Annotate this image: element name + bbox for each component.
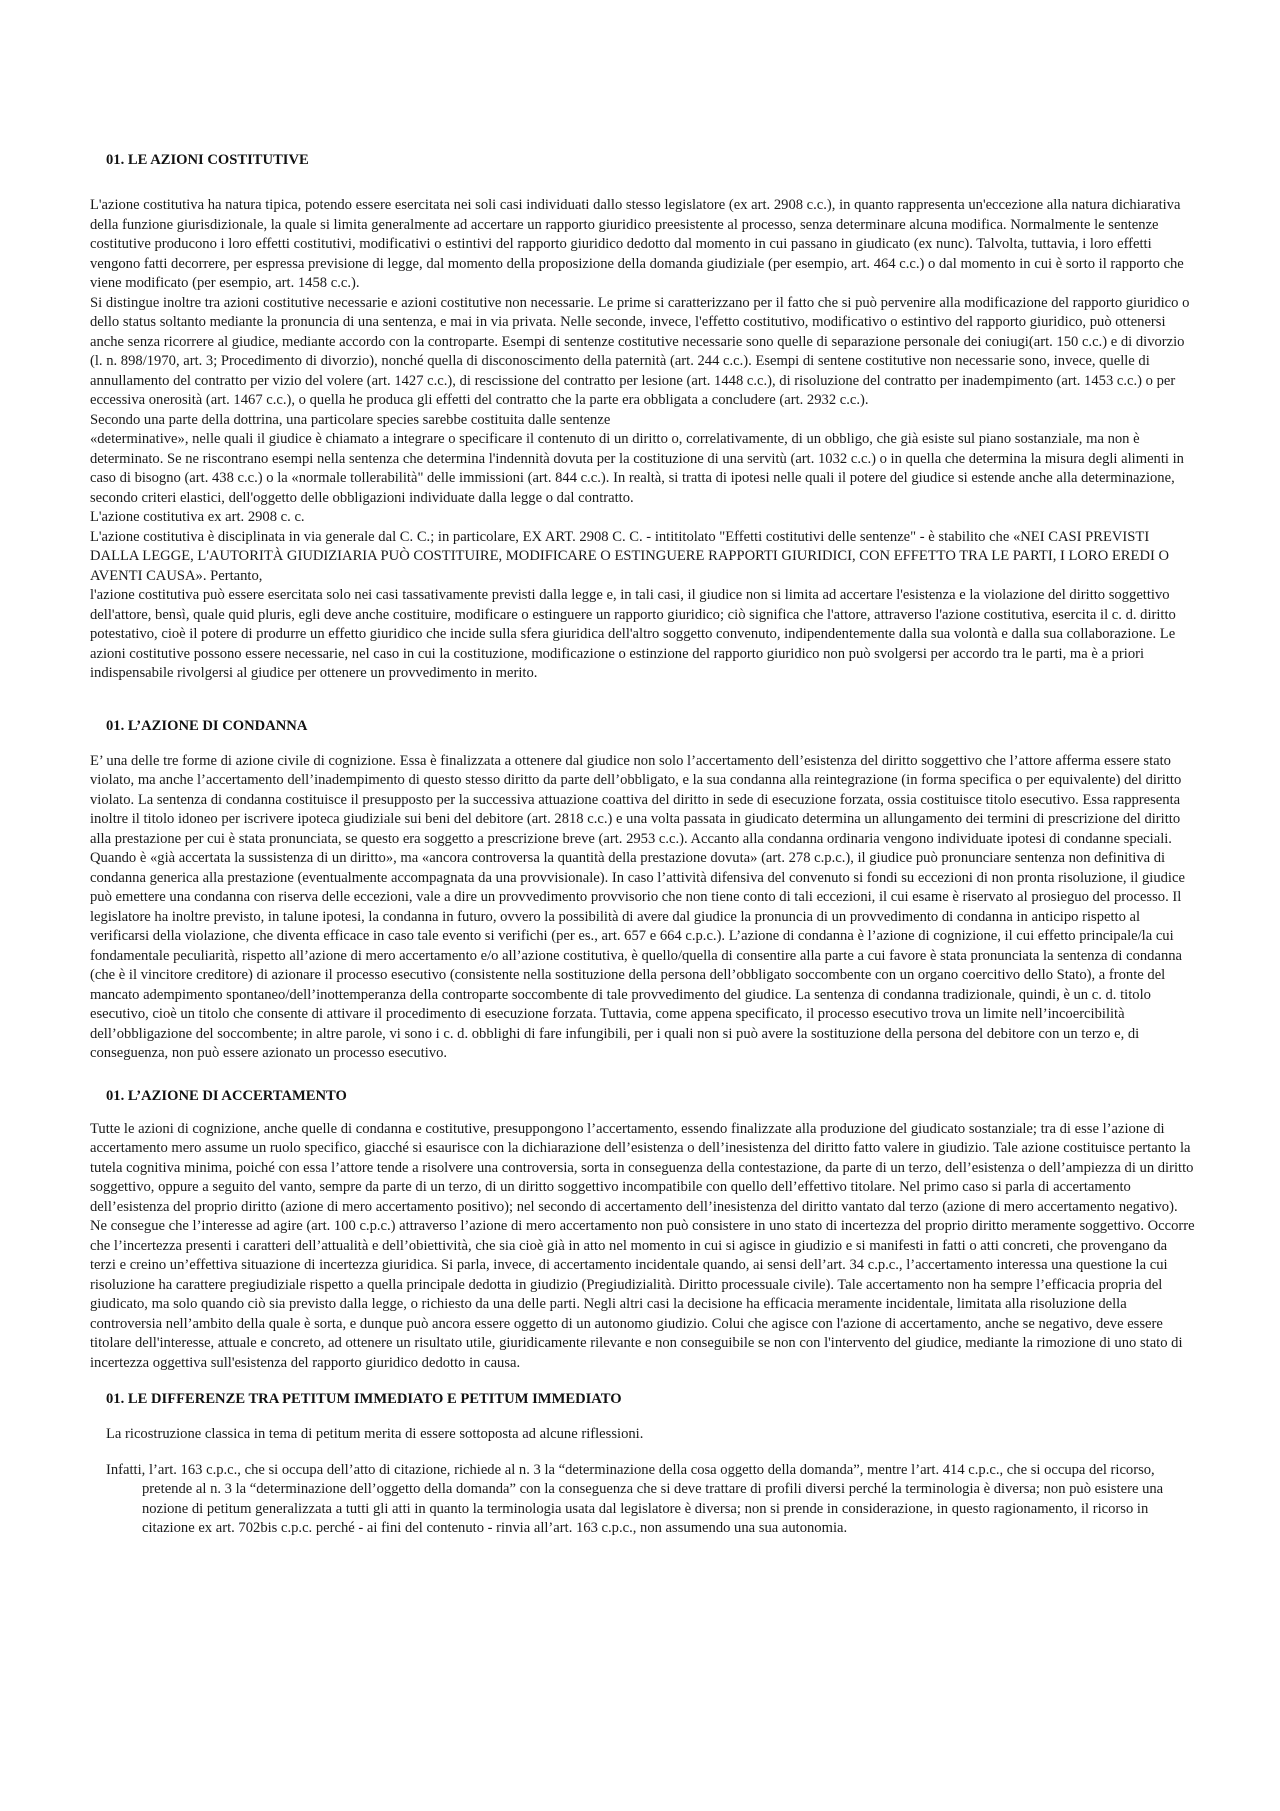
- document-page: [90, 150, 1195, 1539]
- paragraph: l'azione costitutiva può essere esercitata solo nei casi tassativamente previsti dalla legge e, in tali casi, il giudice non si limita ad accertare l'esistenza e la violazione del diritto soggettivo dell'attore, bensì, quale quid pluris, egli deve anche costituire, modificare o estinguere un rapporto giuridico; ciò significa che l'attore, attraverso l'azione costitutiva, esercita il c. d. diritto potestativo, cioè il potere di produrre un effetto giuridico che incide sulla sfera giuridica dell'altro soggetto convenuto, indipendentemente dalla sua volontà e dalla sua collaborazione. Le azioni costitutive possono essere necessarie, nel caso in cui la costituzione, modificazione o estinzione del rapporto giuridico non può svolgersi per accordo tra le parti, ma è a priori indispensabile rivolgersi al giudice per ottenere un provvedimento in merito.: [90, 587, 1176, 681]
- paragraph: L'azione costitutiva ex art. 2908 c. c.: [90, 509, 305, 525]
- paragraph: Secondo una parte della dottrina, una particolare species sarebbe costituita dalle sentenze: [90, 411, 611, 428]
- section-azioni-costitutive: [90, 150, 1195, 684]
- paragraph: Tutte le azioni di cognizione, anche quelle di condanna e costitutive, presuppongono l’accertamento, essendo finalizzate alla produzione del giudicato sostanziale; tra di esse l’azione di accertamento mero assume un ruolo specifico, giacché si esaurisce con la dichiarazione dell’esistenza o dell’inesistenza del diritto fatto valere in giudizio. Tale azione costituisce pertanto la tutela cognitiva minima, poiché con essa l’attore tende a risolvere una controversia, sorta in conseguenza della contestazione, da parte di un terzo, dell’esistenza o dell’ampiezza di un diritto soggettivo, oppure a seguito del vanto, sempre da parte di un terzo, di un diritto soggettivo incompatibile con quello dell’effettivo titolare. Nel primo caso si parla di accertamento dell’esistenza del proprio diritto (azione di mero accertamento positivo); nel secondo di accertamento dell’inesistenza del diritto vantato dal terzo (azione di mero accertamento negativo). Ne consegue che l’interesse ad agire (art. 100 c.p.c.) attraverso l’azione di mero accertamento non può consistere in uno stato di incertezza del proprio diritto meramente soggettivo. Occorre che l’incertezza presenti i caratteri dell’attualità e dell’obiettività, che sia cioè già in atto nel momento in cui si agisce in giudizio e si manifesti in fatti o atti concreti, che provengano da terzi e creino un’effettiva situazione di incertezza giuridica. Si parla, invece, di accertamento incidentale quando, ai sensi dell’art. 34 c.p.c., l’accertamento interessa una questione la cui risoluzione ha carattere pregiudiziale rispetto a quella principale dedotta in giudizio (Pregiudizialità. Diritto processuale civile). Tale accertamento non ha sempre l’efficacia propria del giudicato, ma solo quando ciò sia previsto dalla legge, o richiesto da una delle parti. Negli altri casi la decisione ha efficacia meramente incidentale, limitata alla risoluzione della controversia nell’ambito della quale è sorta, e dunque può ancora essere oggetto di un autonomo giudizio. Colui che agisce con l'azione di accertamento, anche se negativo, deve essere titolare dell'interesse, attuale e concreto, ad ottenere un risultato utile, giuridicamente rilevante e non conseguibile se non con l'intervento del giudice, mediante la rimozione di uno stato di incertezza oggettiva sull'esistenza del rapporto giuridico dedotto in causa.: [90, 1120, 1195, 1371]
- section-azione-di-accertamento: [90, 1086, 1195, 1374]
- section-azione-di-condanna: [90, 716, 1195, 1064]
- section-heading: 01. LE AZIONI COSTITUTIVE: [106, 152, 309, 168]
- paragraph: L'azione costitutiva ha natura tipica, potendo essere esercitata nei soli casi individuati dallo stesso legislatore (ex art. 2908 c.c.), in quanto rappresenta un'eccezione alla natura dichiarativa della funzione giurisdizionale, la quale si limita generalmente ad accertare un rapporto giuridico preesistente al processo, senza determinare alcuna modifica. Normalmente le sentenze costitutive producono i loro effetti costitutivi, modificativi o estintivi del rapporto giuridico dedotto dal momento in cui passano in giudicato (ex nunc). Talvolta, tuttavia, i loro effetti vengono fatti decorrere, per espressa previsione di legge, dal momento della proposizione della domanda giudiziale (per esempio, art. 464 c.c.) o dal momento in cui è sorto il rapporto che viene modificato (per esempio, art. 1458 c.c.).: [90, 197, 1184, 291]
- section-heading: 01. L’AZIONE DI CONDANNA: [106, 717, 308, 734]
- paragraph: Infatti, l’art. 163 c.p.c., che si occupa dell’atto di citazione, richiede al n. 3 la “determinazione della cosa oggetto della domanda”, mentre l’art. 414 c.p.c., che si occupa del ricorso, pretende al n. 3 la “determinazione dell’oggetto della domanda” con la conseguenza che si deve trattare di profili diversi perché la terminologia è diversa; non può esistere una nozione di petitum generalizzata a tutti gli atti in quanto la terminologia usata dal legislatore è diversa; non si prende in considerazione, in questo ragionamento, il ricorso in citazione ex art. 702bis c.p.c. perché - ai fini del contenuto - rinvia all’art. 163 c.p.c., non assumendo una sua autonomia.: [106, 1461, 1164, 1536]
- section-heading: 01. LE DIFFERENZE TRA PETITUM IMMEDIATO E PETITUM IMMEDIATO: [106, 1391, 622, 1407]
- paragraph: «determinative», nelle quali il giudice è chiamato a integrare o specificare il contenuto di un diritto o, correlativamente, di un obbligo, che già esiste sul piano sostanziale, ma non è determinato. Se ne riscontrano esempi nella sentenza che determina l'indennità dovuta per la costituzione di una servitù (art. 1032 c.c.) o in quella che determina la misura degli alimenti in caso di bisogno (art. 438 c.c.) o la «normale tollerabilità" delle immissioni (art. 844 c.c.). In realtà, si tratta di ipotesi nelle quali il potere del giudice si estende anche alla determinazione, secondo criteri elastici, dell'oggetto delle obbligazioni individuate dalla legge o dal contratto.: [90, 431, 1184, 506]
- hanging-paragraph-wrap: [90, 1461, 1195, 1539]
- paragraph: E’ una delle tre forme di azione civile di cognizione. Essa è finalizzata a ottenere dal giudice non solo l’accertamento dell’esistenza del diritto soggettivo che l’attore afferma essere stato violato, ma anche l’accertamento dell’inadempimento di questo stesso diritto da parte dell’obbligato, e la sua condanna alla reintegrazione (in forma specifica o per equivalente) del diritto violato. La sentenza di condanna costituisce il presupposto per la successiva attuazione coattiva del diritto in sede di esecuzione forzata, ossia costituisce titolo esecutivo. Essa rappresenta inoltre il titolo idoneo per iscrivere ipoteca giudiziale sui beni del debitore (art. 2818 c.c.) e una volta passata in giudicato determina un allungamento dei termini di prescrizione del diritto alla prestazione per cui è stata pronunciata, se questo era soggetto a prescrizione breve (art. 2953 c.c.). Accanto alla condanna ordinaria vengono individuate ipotesi di condanne speciali. Quando è «già accertata la sussistenza di un diritto», ma «ancora controversa la quantità della prestazione dovuta» (art. 278 c.p.c.), il giudice può pronunciare sentenza non definitiva di condanna generica alla prestazione (eventualmente accompagnata da una provvisionale). In caso l’attività difensiva del convenuto si fondi su eccezioni di non pronta risoluzione, il giudice può emettere una condanna con riserva delle eccezioni, vale a dire un provvedimento provvisorio che non tiene conto di tali eccezioni, il cui esame è riservato al prosieguo del processo. Il legislatore ha inoltre previsto, in talune ipotesi, la condanna in futuro, ovvero la possibilità di avere dal giudice la pronuncia di un provvedimento di condanna in anticipo rispetto al verificarsi della violazione, che diventa efficace in caso tale evento si verifichi (per es., art. 657 e 664 c.p.c.). L’azione di condanna è l’azione di cognizione, il cui effetto principale/la cui fondamentale peculiarità, rispetto all’azione di mero accertamento e/o all’azione costitutiva, è quello/quella di consentire alla parte a cui favore è stata pronunciata la sentenza di condanna (che è il vincitore creditore) di azionare il processo esecutivo (consistente nella sostituzione della persona dell’obbligato soccombente con un organo coercitivo dello Stato), a fronte del mancato adempimento spontaneo/dell’inottemperanza della controparte soccombente di tale provvedimento del giudice. La sentenza di condanna tradizionale, quindi, è un c. d. titolo esecutivo, cioè un titolo che consente di attivare il procedimento di esecuzione forzata. Tuttavia, come appena specificato, il processo esecutivo trova un limite nell’incoercibilità dell’obbligazione del soccombente; in altre parole, vi sono i c. d. obblighi di fare infungibili, per i quali non si può avere la sostituzione della persona del debitore con un terzo e, di conseguenza, non può essere azionato un processo esecutivo.: [90, 752, 1185, 1061]
- paragraph: Si distingue inoltre tra azioni costitutive necessarie e azioni costitutive non necessarie. Le prime si caratterizzano per il fatto che si può pervenire alla modificazione del rapporto giuridico o dello status soltanto mediante la pronuncia di una sentenza, e mai in via privata. Nelle seconde, invece, l'effetto costitutivo, modificativo o estintivo del rapporto giuridico, può ottenersi anche senza ricorrere al giudice, mediante accordo con la controparte. Esempi di sentenze costitutive necessarie sono quelle di separazione personale dei coniugi(art. 150 c.c.) e di divorzio (l. n. 898/1970, art. 3; Procedimento di divorzio), nonché quella di disconoscimento della paternità (art. 244 c.c.). Esempi di sentene costitutive non necessarie sono, invece, quelle di annullamento del contratto per vizio del volere (art. 1427 c.c.), di rescissione del contratto per lesione (art. 1448 c.c.), di risoluzione del contratto per inadempimento (art. 1453 c.c.) o per eccessiva onerosità (art. 1467 c.c.), o quella he produca gli effetti del contratto che la parte era obbligata a concludere (art. 2932 c.c.).: [90, 294, 1190, 408]
- section-differenze-petitum: [90, 1389, 1195, 1539]
- intro-paragraph: La ricostruzione classica in tema di petitum merita di essere sottoposta ad alcune riflessioni.: [106, 1426, 644, 1442]
- section-heading: 01. L’AZIONE DI ACCERTAMENTO: [106, 1087, 347, 1104]
- paragraph: L'azione costitutiva è disciplinata in via generale dal C. C.; in particolare, EX ART. 2908 C. C. - intititolato "Effetti costitutivi delle sentenze" - è stabilito che «NEI CASI PREVISTI DALLA LEGGE, L'AUTORITÀ GIUDIZIARIA PUÒ COSTITUIRE, MODIFICARE O ESTINGUERE RAPPORTI GIURIDICI, CON EFFETTO TRA LE PARTI, I LORO EREDI O AVENTI CAUSA». Pertanto,: [90, 528, 1170, 584]
